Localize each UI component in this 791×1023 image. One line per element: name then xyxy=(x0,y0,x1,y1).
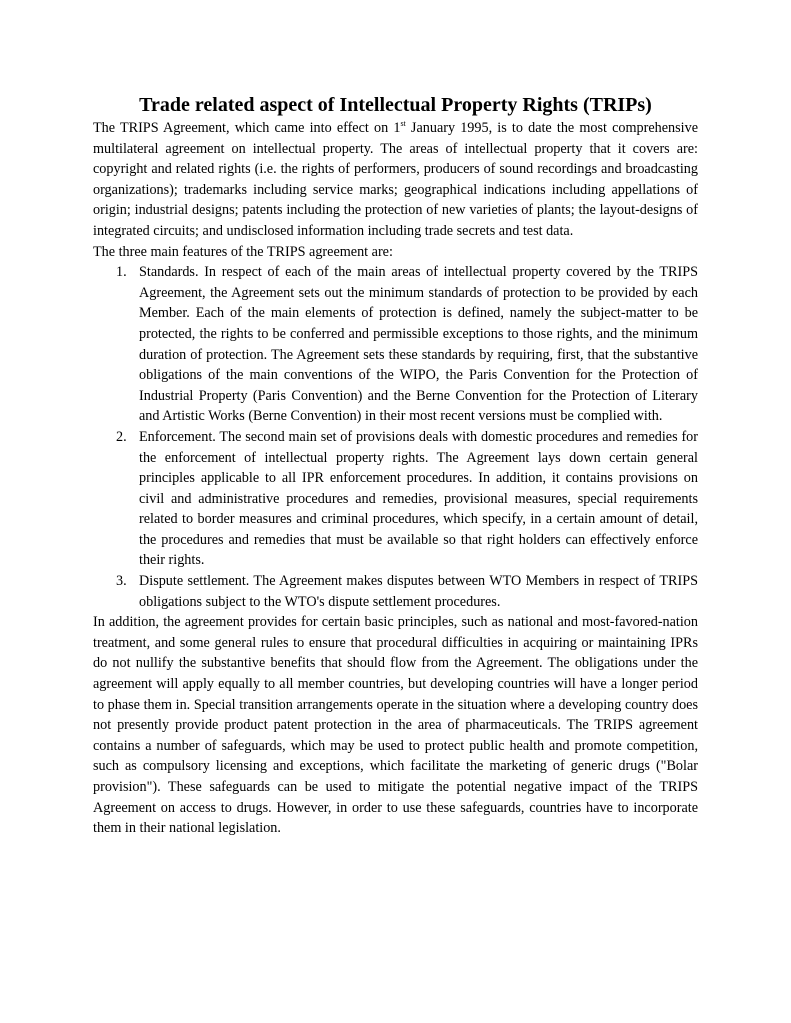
intro-paragraph xyxy=(93,118,698,242)
document-page xyxy=(93,92,698,839)
list-item xyxy=(93,571,698,612)
list-item-number: 2. xyxy=(116,428,127,445)
list-item-text: Dispute settlement. The Agreement makes disputes between WTO Members in respect of TRIPS obligations subject to the WTO's dispute settlement procedures. xyxy=(139,573,698,610)
list-item xyxy=(93,427,698,571)
intro-text-rest: January 1995, is to date the most comprehensive multilateral agreement on intellectual property. The areas of intellectual property that it covers are: copyright and related rights (i.e. the rights of performers, producers of sound recordings and broadcasting organizations); trademarks including service marks; geographical indications including appellations of origin; industrial designs; patents including the protection of new varieties of plants; the layout-designs of integrated circuits; and undisclosed information including trade secrets and test data. xyxy=(93,120,698,239)
list-item-text: Enforcement. The second main set of provisions deals with domestic procedures and remedies for the enforcement of intellectual property rights. The Agreement lays down certain general principles applicable to all IPR enforcement procedures. In addition, it contains provisions on civil and administrative procedures and remedies, provisional measures, special requirements related to border measures and criminal procedures, which specify, in a certain amount of detail, the procedures and remedies that must be available so that right holders can effectively enforce their rights. xyxy=(139,428,698,569)
ordinal-suffix: st xyxy=(400,119,406,128)
list-item xyxy=(93,262,698,427)
document-title: Trade related aspect of Intellectual Property Rights (TRIPs) xyxy=(139,94,652,116)
features-heading: The three main features of the TRIPS agreement are: xyxy=(93,243,393,260)
features-list xyxy=(93,262,698,612)
list-item-text: Standards. In respect of each of the main areas of intellectual property covered by the TRIPS Agreement, the Agreement sets out the minimum standards of protection to be provided by each Member. Each of the main elements of protection is defined, namely the subject-matter to be protected, the rights to be conferred and permissible exceptions to those rights, and the minimum duration of protection. The Agreement sets these standards by requiring, first, that the substantive obligations of the main conventions of the WIPO, the Paris Convention for the Protection of Industrial Property (Paris Convention) and the Berne Convention for the Protection of Literary and Artistic Works (Berne Convention) in their most recent versions must be complied with. xyxy=(139,264,698,425)
closing-paragraph: In addition, the agreement provides for certain basic principles, such as national and most-favored-nation treatment, and some general rules to ensure that procedural difficulties in acquiring or maintaining IPRs do not nullify the substantive benefits that should flow from the Agreement. The obligations under the agreement will apply equally to all member countries, but developing countries will have a longer period to phase them in. Special transition arrangements operate in the situation where a developing country does not presently provide product patent protection in the area of pharmaceuticals. The TRIPS agreement contains a number of safeguards, which may be used to protect public health and promote competition, such as compulsory licensing and exceptions, which facilitate the marketing of generic drugs ("Bolar provision"). These safeguards can be used to mitigate the potential negative impact of the TRIPS Agreement on access to drugs. However, in order to use these safeguards, countries have to incorporate them in their national legislation. xyxy=(93,614,698,837)
list-item-number: 1. xyxy=(116,264,127,281)
intro-text-start: The TRIPS Agreement, which came into effect on 1 xyxy=(93,120,401,136)
list-item-number: 3. xyxy=(116,573,127,590)
